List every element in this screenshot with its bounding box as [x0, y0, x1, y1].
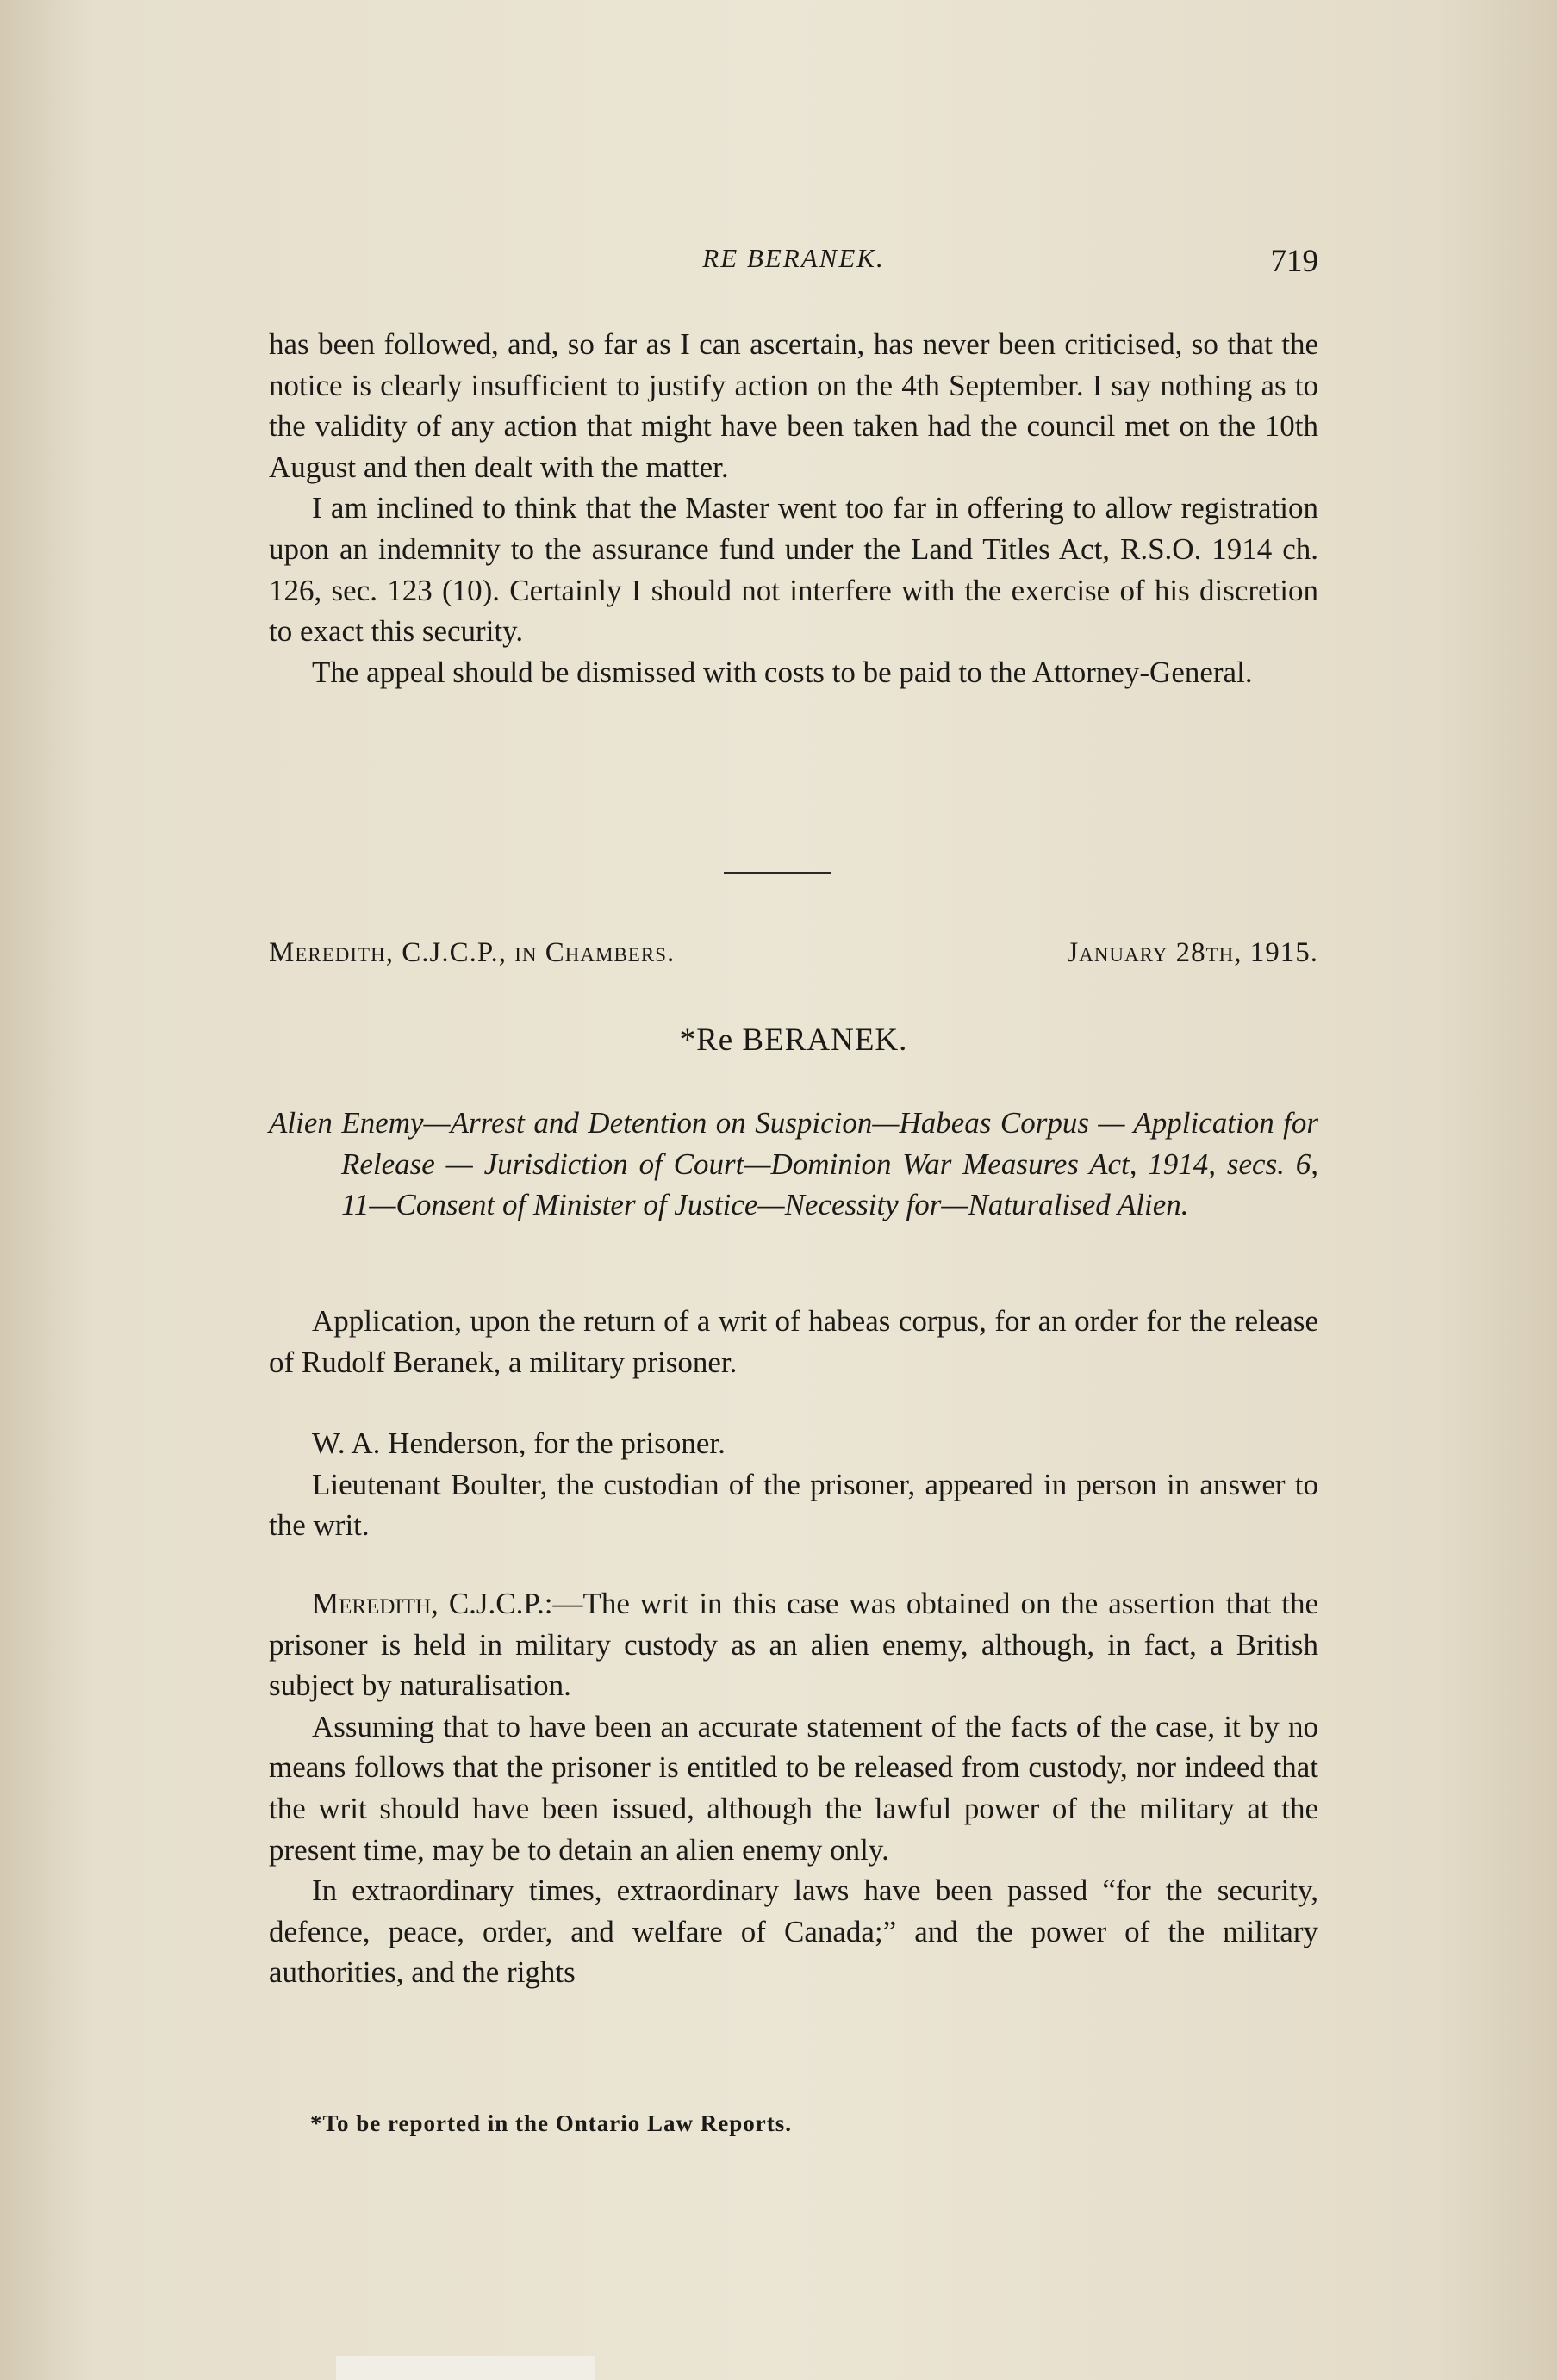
paragraph: I am inclined to think that the Master went too far in offering to allow registration upon an indemnity to the assurance fund under the Land Titles Act, R.S.O. 1914 ch. 126, sec. 123 (10). Certainly I should not interfere with the exercise of his discretion to exact this security.: [269, 491, 1318, 649]
application-text: Application, upon the return of a writ of habeas corpus, for an order for the release of Rudolf Beranek, a military prisoner.: [269, 1304, 1318, 1379]
page-number: 719: [1270, 244, 1318, 279]
application-statement: [269, 1301, 1318, 1383]
judgment-text: :—The writ in this case was obtained on the assertion that the prisoner is held in military custody as an alien enemy, although, in fact, a British subject by naturalisation.: [269, 1587, 1318, 1703]
headnote-text: Alien Enemy—Arrest and Detention on Suspicion—Habeas Corpus — Application for Release — Jurisdiction of Court—Dominion War Measures Act, 1914, secs. 6, 11—Consent of Minister of Justice—Necessity for—Naturalised Alien.: [269, 1106, 1318, 1222]
paragraph: In extraordinary times, extraordinary laws have been passed “for the security, defence, peace, order, and welfare of Canada;” and the power of the military authorities, and the rights: [269, 1874, 1318, 1990]
judge-name: Meredith, C.J.C.P.: [312, 1587, 545, 1620]
judge-chambers: Meredith, C.J.C.P., in Chambers.: [269, 937, 676, 968]
decision-date: January 28th, 1915.: [1067, 937, 1318, 968]
counsel-line: Lieutenant Boulter, the custodian of the prisoner, appeared in person in answer to the writ.: [269, 1467, 1318, 1543]
section-divider: [724, 872, 831, 874]
continued-judgment: [269, 324, 1318, 693]
footnote: *To be reported in the Ontario Law Reports.: [310, 2110, 792, 2136]
paragraph: Assuming that to have been an accurate statement of the facts of the case, it by no means follows that the prisoner is entitled to be released from custody, nor indeed that the writ should have been issued, although the lawful power of the military at the present time, may be to detain an alien enemy only.: [269, 1709, 1318, 1867]
paragraph: [269, 1583, 1318, 1706]
counsel-block: [269, 1423, 1318, 1546]
running-title: RE BERANEK.: [702, 243, 885, 273]
scan-margin-strip: [336, 2356, 595, 2380]
paragraph: The appeal should be dismissed with costs to be paid to the Attorney-General.: [312, 655, 1253, 689]
headnote: [269, 1103, 1318, 1226]
paragraph: has been followed, and, so far as I can ascertain, has never been criticised, so that the notice is clearly insufficient to justify action on the 4th September. I say nothing as to the validity of any action that might have been taken had the council met on the 10th August and then dealt with the matter.: [269, 327, 1318, 484]
case-title: *Re BERANEK.: [679, 1022, 908, 1058]
counsel-line: W. A. Henderson, for the prisoner.: [312, 1426, 726, 1460]
judgment-body: [269, 1583, 1318, 1993]
running-header: [269, 243, 1318, 286]
